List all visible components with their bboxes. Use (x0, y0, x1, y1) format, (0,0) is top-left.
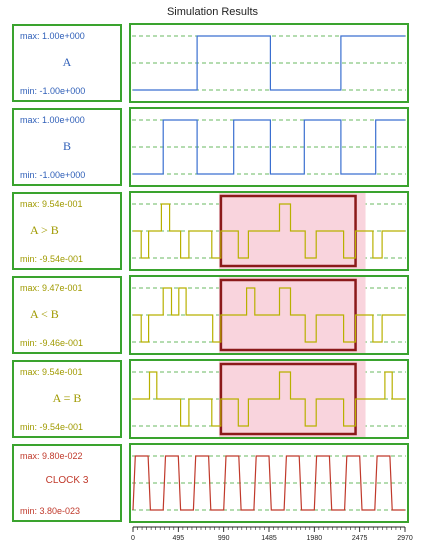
x-tick-label: 0 (131, 535, 135, 542)
signal-name: CLOCK 3 (45, 475, 89, 486)
max-label: max: 1.00e+000 (20, 115, 85, 125)
signal-name: A = B (52, 391, 82, 405)
min-label: min: -9.46e-001 (20, 338, 84, 348)
max-label: max: 9.54e-001 (20, 199, 83, 209)
max-label: max: 9.54e-001 (20, 367, 83, 377)
max-label: max: 1.00e+000 (20, 31, 85, 41)
x-tick-label: 1485 (261, 535, 277, 542)
min-label: min: -9.54e-001 (20, 254, 84, 264)
x-tick-label: 990 (217, 535, 230, 542)
x-tick-label: 2970 (397, 535, 413, 542)
chart-title: Simulation Results (166, 6, 259, 18)
signal-name: B (62, 139, 71, 153)
min-label: min: -9.54e-001 (20, 422, 84, 432)
x-tick-label: 1980 (306, 535, 323, 542)
min-label: min: -1.00e+000 (20, 86, 86, 96)
min-label: min: 3.80e-023 (20, 506, 81, 516)
signal-name: A < B (30, 307, 59, 321)
min-label: min: -1.00e+000 (20, 170, 86, 180)
x-tick-label: 2475 (351, 535, 368, 542)
max-label: max: 9.47e-001 (20, 283, 83, 293)
signal-name: A > B (30, 223, 59, 237)
signal-name: A (62, 55, 72, 69)
max-label: max: 9.80e-022 (20, 451, 83, 461)
x-tick-label: 495 (172, 535, 185, 542)
